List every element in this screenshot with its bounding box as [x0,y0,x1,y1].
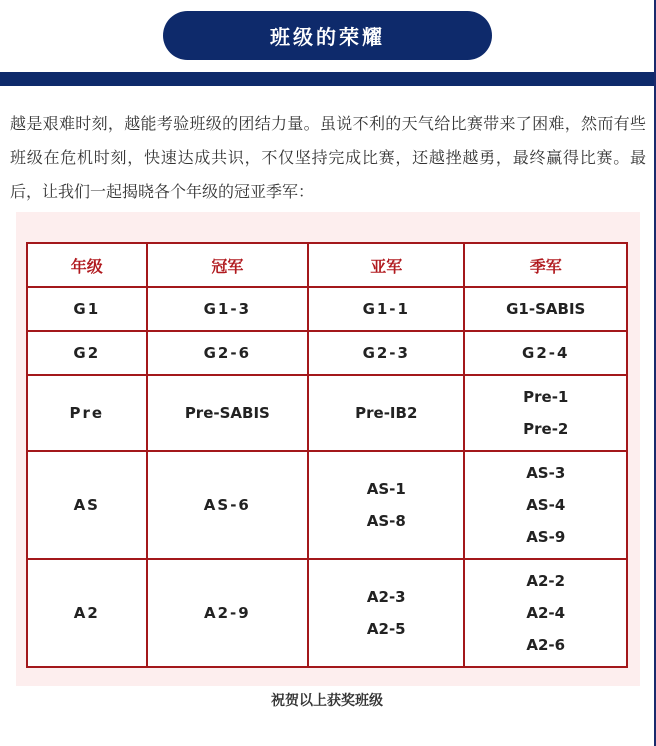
table-row [27,331,627,375]
class-name: AS-6 [203,496,251,514]
runner-up-cell [308,331,464,375]
table-header-row [27,243,627,287]
class-name: AS-9 [526,528,566,546]
grade-cell [27,287,147,331]
table-panel [16,212,640,686]
runner-up-cell [308,375,464,451]
header-third-place: 季军 [464,243,627,287]
runner-up-cell [308,451,464,559]
class-name: A2-3 [366,588,406,606]
class-name: A2-6 [526,636,566,654]
grade-cell [27,331,147,375]
runner-up-cell [308,287,464,331]
table-row [27,559,627,667]
class-name: Pre-1 [523,388,569,406]
class-name: A2-5 [366,620,406,638]
third-place-cell [464,287,627,331]
class-name: A2-2 [526,572,566,590]
third-place-cell [464,375,627,451]
table-row [27,375,627,451]
class-name: G1-SABIS [506,300,586,318]
class-name: G1-3 [203,300,252,318]
class-name: AS-3 [526,464,566,482]
honors-table [26,242,628,668]
header-divider-bar [0,72,654,86]
class-name: Pre-2 [523,420,569,438]
runner-up-cell [308,559,464,667]
table-row [27,287,627,331]
class-name: Pre-SABIS [184,404,270,422]
champion-cell [147,287,308,331]
third-place-cell [464,559,627,667]
class-name: G2-3 [362,344,410,362]
table-row [27,451,627,559]
header-runner-up: 亚军 [308,243,464,287]
grade-cell [27,451,147,559]
third-place-cell [464,331,627,375]
class-name: G2-4 [522,344,570,362]
grade-cell [27,375,147,451]
champion-cell [147,375,308,451]
intro-paragraph: 越是艰难时刻，越能考验班级的团结力量。虽说不利的天气给比赛带来了困难，然而有些班级在危机时刻，快速达成共识，不仅坚持完成比赛，还越挫越勇，最终赢得比赛。最后，让我们一起揭晓各个年级的冠亚季军： [10,114,646,201]
class-name: G1-1 [362,300,410,318]
grade-label: Pre [69,404,105,422]
champion-cell [147,559,308,667]
class-name: A2-9 [203,604,251,622]
grade-label: G2 [73,344,101,362]
grade-label: A2 [73,604,100,622]
grade-label: G1 [73,300,101,318]
section-title-banner [163,11,492,60]
class-name: AS-4 [526,496,566,514]
grade-cell [27,559,147,667]
third-place-cell [464,451,627,559]
header-champion: 冠军 [147,243,308,287]
champion-cell [147,451,308,559]
class-name: G2-6 [203,344,252,362]
class-name: AS-8 [366,512,406,530]
class-name: AS-1 [366,480,406,498]
section-title: 班级的荣耀 [270,25,385,49]
grade-label: AS [73,496,100,514]
class-name: A2-4 [526,604,566,622]
congratulations-caption: 祝贺以上获奖班级 [271,693,383,709]
champion-cell [147,331,308,375]
class-name: Pre-IB2 [355,404,418,422]
header-grade: 年级 [27,243,147,287]
